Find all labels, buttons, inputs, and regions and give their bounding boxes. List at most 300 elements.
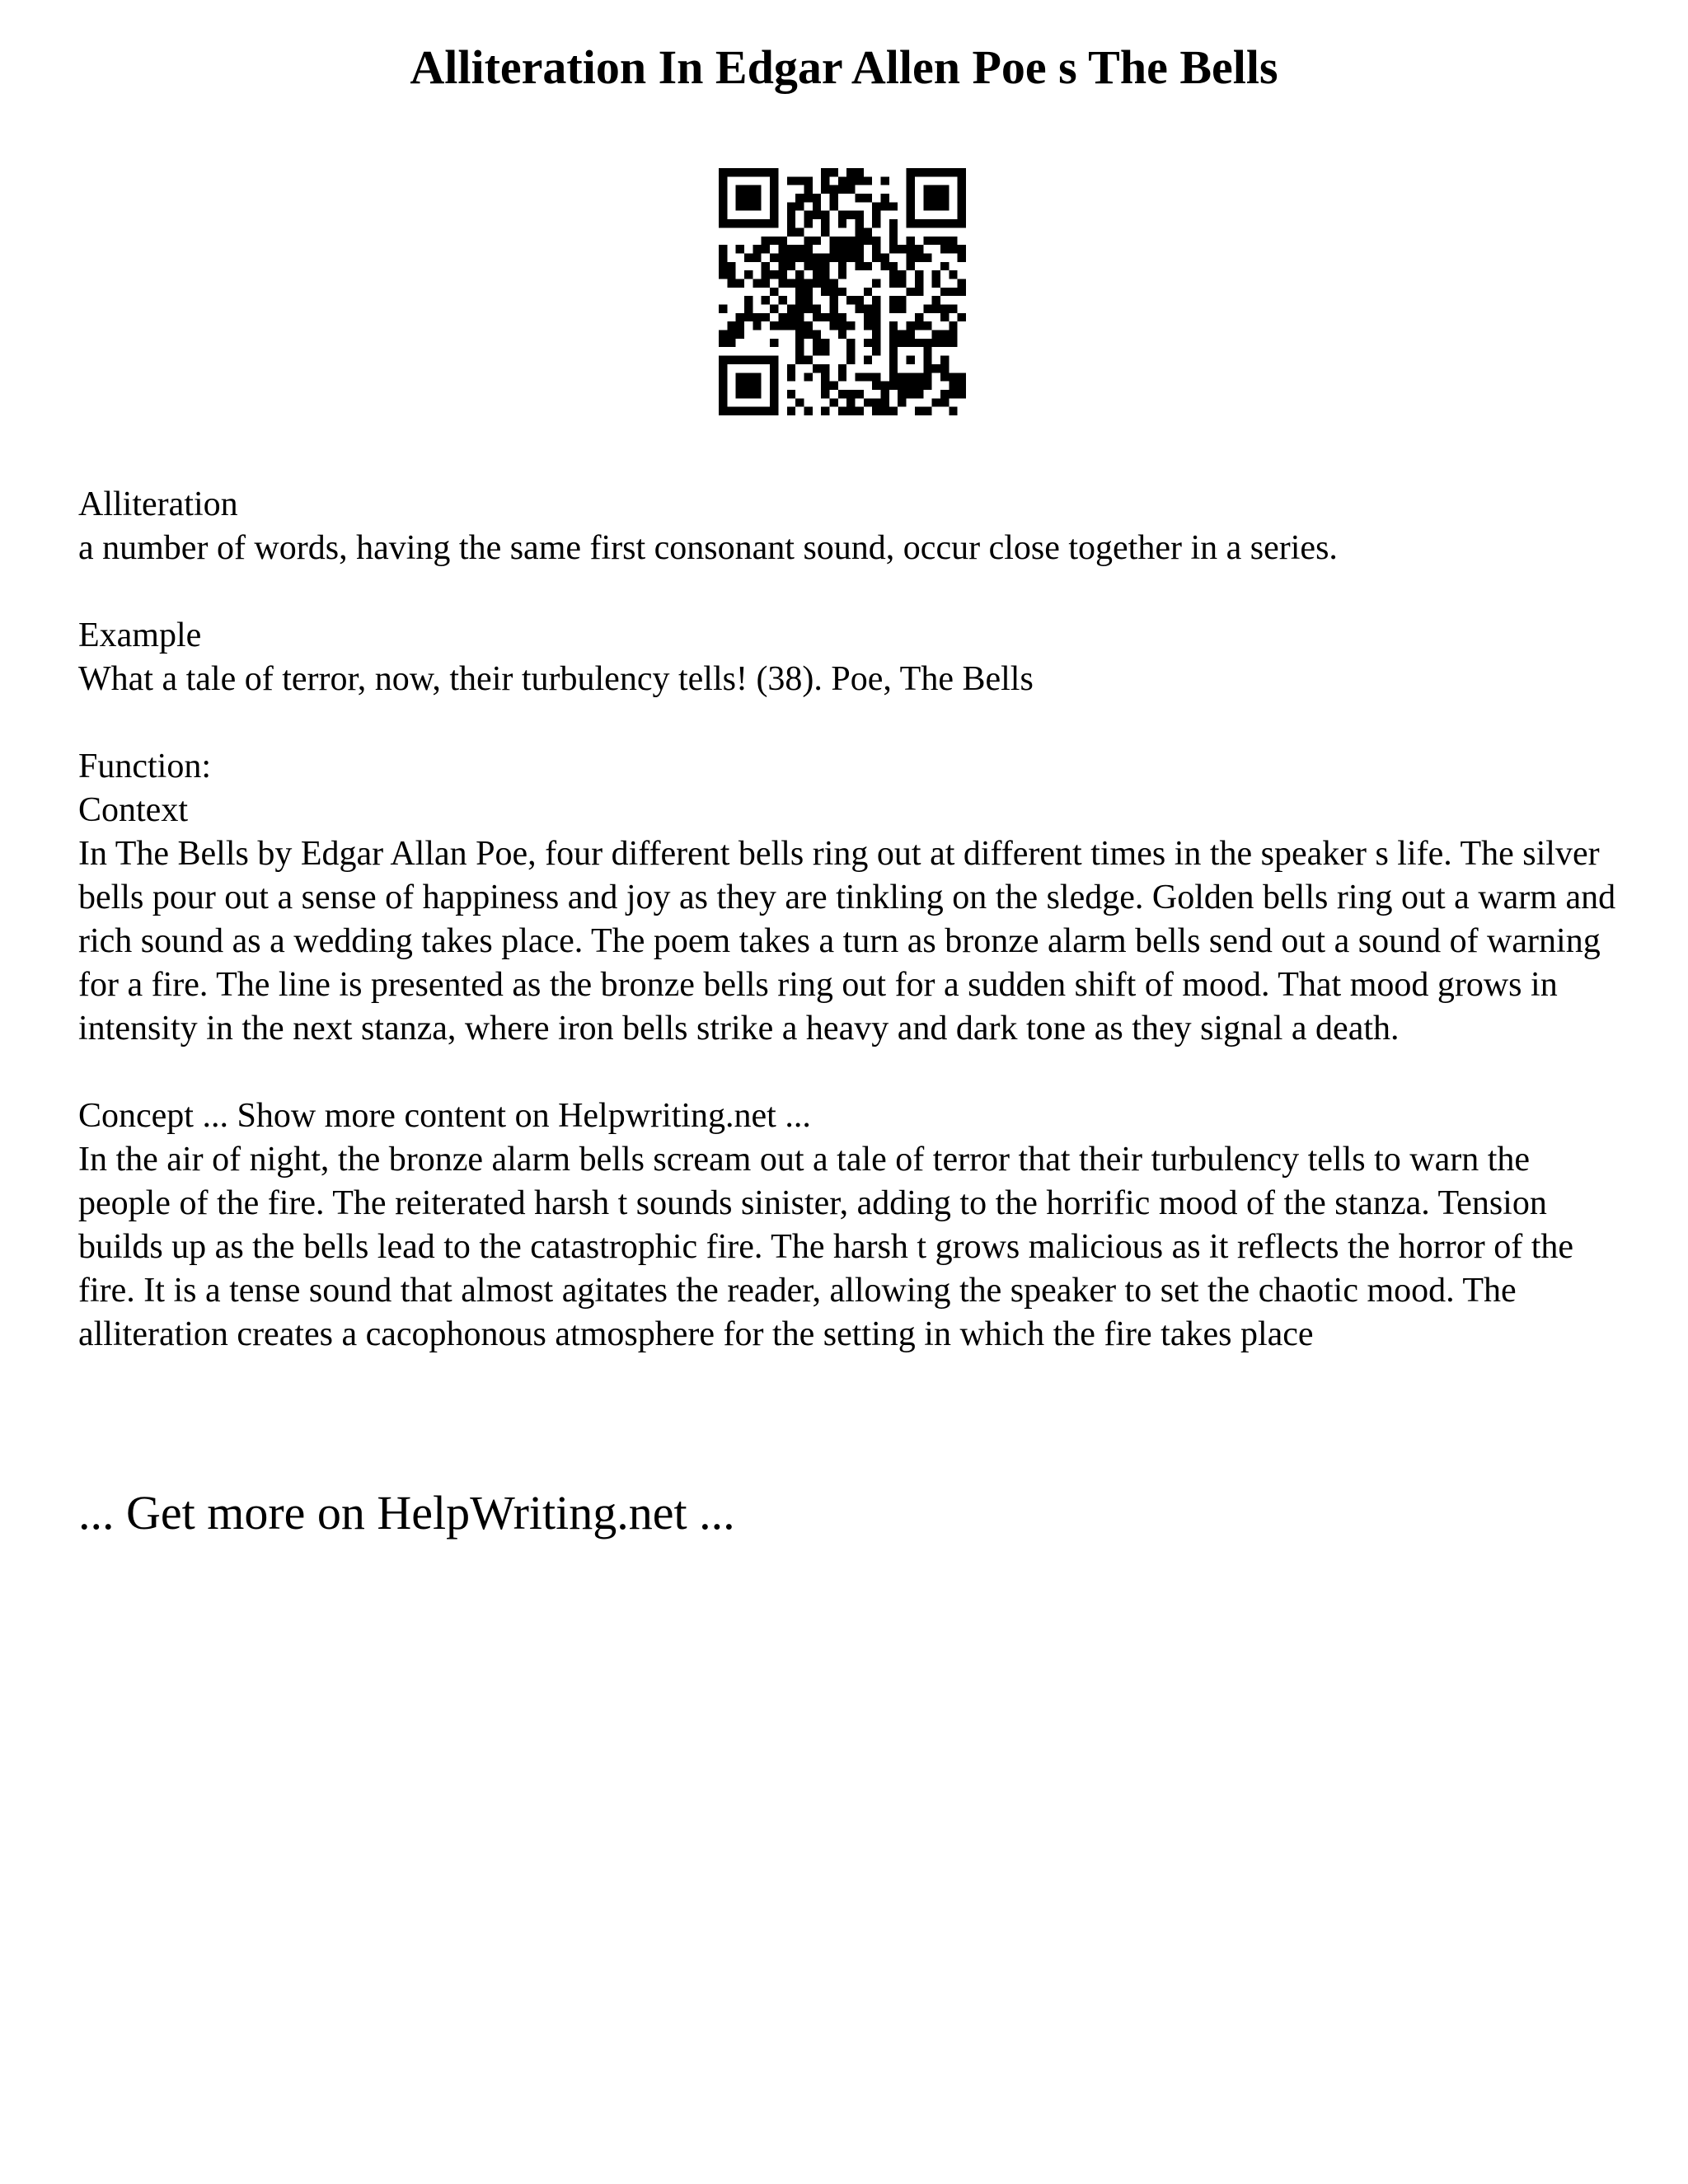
qr-module [838,288,846,296]
qr-module [838,390,846,398]
qr-module [958,194,966,202]
qr-module [949,321,957,330]
qr-module [787,364,795,373]
qr-module [856,176,864,185]
qr-module [915,339,923,347]
qr-module [727,219,735,227]
qr-module [787,390,795,398]
qr-module [762,296,770,304]
qr-module [770,202,778,210]
qr-module [940,245,949,253]
qr-module [804,194,812,202]
qr-module [821,390,829,398]
qr-module [762,245,770,253]
qr-module [898,339,906,347]
qr-module [838,262,846,270]
qr-module [787,313,795,321]
qr-module [744,168,753,176]
qr-module [787,211,795,219]
qr-module [940,288,949,296]
qr-module [804,176,812,185]
qr-module [889,262,898,270]
qr-module [744,270,753,279]
qr-module [813,364,821,373]
qr-module [881,194,889,202]
qr-module [795,398,804,406]
qr-module [889,237,898,245]
qr-module [940,185,949,194]
qr-module [778,296,786,304]
qr-module [778,253,786,261]
qr-module [898,390,906,398]
qr-module [753,279,761,287]
qr-module [727,168,735,176]
qr-module [940,237,949,245]
qr-module [770,373,778,381]
qr-module [864,313,872,321]
qr-module [770,339,778,347]
qr-module [762,168,770,176]
function-heading: Function: [78,748,212,785]
qr-module [958,211,966,219]
qr-module [949,270,957,279]
qr-module [736,202,744,210]
qr-module [778,237,786,245]
qr-module [778,262,786,270]
qr-module [846,398,855,406]
qr-module [813,347,821,355]
qr-module [932,219,940,227]
qr-module [719,253,727,261]
qr-module [727,407,735,415]
qr-module [958,168,966,176]
qr-module [753,219,761,227]
qr-module [872,237,880,245]
qr-module [829,313,837,321]
qr-module [770,382,778,390]
qr-module [753,245,761,253]
qr-module [915,321,923,330]
qr-module [949,390,957,398]
qr-module [829,202,837,210]
qr-module [940,356,949,364]
qr-module [923,194,931,202]
qr-module [864,356,872,364]
qr-module [770,305,778,313]
qr-module [958,202,966,210]
qr-module [787,279,795,287]
qr-module [770,288,778,296]
qr-module [821,211,829,219]
qr-module [736,219,744,227]
qr-module [744,356,753,364]
example-heading: Example [78,616,202,654]
qr-module [958,373,966,381]
qr-module [821,347,829,355]
qr-module [736,194,744,202]
qr-module [795,321,804,330]
qr-module [762,270,770,279]
qr-module [881,382,889,390]
qr-module [804,407,812,415]
qr-module [846,185,855,194]
qr-module [770,356,778,364]
qr-module [958,313,966,321]
qr-module [821,168,829,176]
qr-module [753,194,761,202]
qr-module [958,288,966,296]
qr-module [719,356,727,364]
qr-module [787,253,795,261]
qr-module [813,194,821,202]
qr-module [932,270,940,279]
qr-module [915,382,923,390]
section-alliteration [78,483,1628,570]
qr-module [915,288,923,296]
qr-module [932,194,940,202]
qr-module [804,237,812,245]
qr-module [727,279,735,287]
qr-module [744,407,753,415]
qr-module [719,330,727,339]
qr-module [795,227,804,236]
qr-module [856,227,864,236]
qr-module [813,279,821,287]
qr-module [856,245,864,253]
qr-module [915,390,923,398]
qr-module [940,390,949,398]
qr-module [889,339,898,347]
qr-module [787,202,795,210]
qr-module [770,185,778,194]
qr-module [770,253,778,261]
qr-module [932,339,940,347]
qr-module [795,339,804,347]
qr-module [872,382,880,390]
qr-module [856,305,864,313]
qr-module [907,321,915,330]
qr-module [736,356,744,364]
qr-module [864,305,872,313]
qr-module [940,373,949,381]
qr-module [856,262,864,270]
qr-module [838,313,846,321]
qr-module [932,364,940,373]
qr-module [719,168,727,176]
qr-module [907,176,915,185]
qr-module [864,339,872,347]
qr-module [744,390,753,398]
qr-module [762,313,770,321]
qr-module [846,176,855,185]
qr-module [889,245,898,253]
qr-module [804,245,812,253]
qr-module [932,296,940,304]
qr-module [932,185,940,194]
section-function [78,745,1628,1051]
qr-module [889,279,898,287]
qr-module [787,321,795,330]
qr-module [762,262,770,270]
qr-module [736,373,744,381]
qr-module [856,219,864,227]
qr-module [804,296,812,304]
qr-module [736,382,744,390]
qr-module [719,373,727,381]
qr-module [753,321,761,330]
qr-module [958,176,966,185]
qr-module [770,168,778,176]
qr-module [821,382,829,390]
qr-module [829,168,837,176]
qr-module [940,219,949,227]
qr-module [932,202,940,210]
qr-module [923,356,931,364]
qr-module [940,330,949,339]
qr-code [719,168,966,415]
qr-module [744,296,753,304]
qr-module [864,373,872,381]
qr-module [838,364,846,373]
get-more-link[interactable]: ... Get more on HelpWriting.net ... [78,1486,735,1540]
section-example [78,614,1628,701]
qr-module [889,364,898,373]
qr-module [770,407,778,415]
qr-module [744,219,753,227]
qr-module [829,382,837,390]
qr-module [770,270,778,279]
qr-module [804,219,812,227]
qr-module [923,382,931,390]
qr-module [907,339,915,347]
qr-module [907,390,915,398]
qr-module [881,202,889,210]
qr-module [932,279,940,287]
qr-module [907,185,915,194]
qr-module [762,219,770,227]
qr-module [958,253,966,261]
qr-module [949,373,957,381]
qr-module [804,373,812,381]
qr-module [907,288,915,296]
qr-module [889,296,898,304]
context-subheading: Context [78,791,188,829]
qr-module [838,237,846,245]
page-title: Alliteration In Edgar Allen Poe s The Bells [410,40,1278,94]
qr-module [821,288,829,296]
qr-module [829,305,837,313]
qr-module [770,237,778,245]
qr-module [795,176,804,185]
qr-module [881,253,889,261]
qr-module [838,270,846,279]
qr-module [889,382,898,390]
qr-module [778,245,786,253]
qr-module [719,398,727,406]
qr-module [872,330,880,339]
qr-module [821,262,829,270]
qr-module [846,407,855,415]
qr-module [907,245,915,253]
qr-module [821,219,829,227]
qr-module [889,270,898,279]
section-concept [78,1094,1628,1357]
qr-module [736,245,744,253]
qr-module [813,262,821,270]
qr-module [949,237,957,245]
qr-module [923,305,931,313]
example-quote: What a tale of terror, now, their turbulency tells! (38). Poe, The Bells [78,660,1034,698]
qr-module [813,313,821,321]
qr-module [864,321,872,330]
qr-module [846,347,855,355]
qr-module [770,211,778,219]
qr-module [736,407,744,415]
qr-module [762,279,770,287]
qr-module [923,253,931,261]
qr-module [923,168,931,176]
qr-module [795,194,804,202]
qr-module [889,219,898,227]
qr-module [940,339,949,347]
qr-module [898,330,906,339]
qr-module [787,219,795,227]
qr-module [778,321,786,330]
qr-module [923,364,931,373]
qr-module [889,407,898,415]
qr-module [949,339,957,347]
qr-module [838,211,846,219]
qr-module [719,364,727,373]
qr-module [907,211,915,219]
qr-module [770,321,778,330]
qr-module [846,339,855,347]
qr-module [778,279,786,287]
qr-module [719,211,727,219]
qr-module [872,296,880,304]
qr-module [762,237,770,245]
qr-module [864,288,872,296]
qr-module [719,202,727,210]
qr-module [856,296,864,304]
qr-module [727,262,735,270]
qr-module [856,253,864,261]
qr-module [787,373,795,381]
qr-module [907,373,915,381]
qr-module [923,373,931,381]
qr-module [907,382,915,390]
qr-module [907,219,915,227]
qr-module [770,398,778,406]
qr-module [881,390,889,398]
qr-module [864,262,872,270]
qr-module [915,245,923,253]
qr-module [872,219,880,227]
qr-module [915,407,923,415]
qr-module [923,321,931,330]
qr-module [813,211,821,219]
qr-module [864,398,872,406]
qr-module [719,194,727,202]
qr-module [923,347,931,355]
qr-module [872,321,880,330]
qr-module [958,279,966,287]
qr-module [804,262,812,270]
qr-module [727,356,735,364]
qr-module [915,253,923,261]
qr-module [846,253,855,261]
qr-module [821,227,829,236]
qr-module [915,313,923,321]
qr-module [821,373,829,381]
qr-module [958,185,966,194]
qr-module [744,253,753,261]
qr-module [889,373,898,381]
qr-module [889,202,898,210]
qr-module [753,373,761,381]
qr-module [829,185,837,194]
qr-module [753,407,761,415]
qr-module [719,305,727,313]
qr-module [898,305,906,313]
qr-module [821,364,829,373]
qr-module [846,356,855,364]
qr-module [881,262,889,270]
qr-module [898,296,906,304]
qr-module [770,364,778,373]
qr-module [898,382,906,390]
qr-module [795,270,804,279]
qr-module [821,270,829,279]
qr-module [838,219,846,227]
qr-module [838,245,846,253]
qr-module [949,245,957,253]
qr-module [753,202,761,210]
qr-module [949,219,957,227]
qr-module [940,168,949,176]
qr-module [923,185,931,194]
qr-module [872,253,880,261]
qr-module [795,347,804,355]
qr-module [940,364,949,373]
qr-module [907,168,915,176]
qr-module [821,313,829,321]
qr-module [719,185,727,194]
qr-module [856,407,864,415]
qr-module [915,219,923,227]
qr-module [770,194,778,202]
qr-module [813,330,821,339]
qr-module [915,270,923,279]
qr-module [736,313,744,321]
qr-module [898,245,906,253]
qr-module [829,245,837,253]
qr-module [949,305,957,313]
qr-module [770,390,778,398]
qr-module [907,194,915,202]
qr-module [898,270,906,279]
qr-module [795,253,804,261]
qr-module [753,356,761,364]
qr-module [813,202,821,210]
qr-module [838,185,846,194]
qr-module [795,305,804,313]
qr-module [889,321,898,330]
qr-module [907,262,915,270]
qr-module [787,176,795,185]
qr-module [907,253,915,261]
qr-module [958,382,966,390]
